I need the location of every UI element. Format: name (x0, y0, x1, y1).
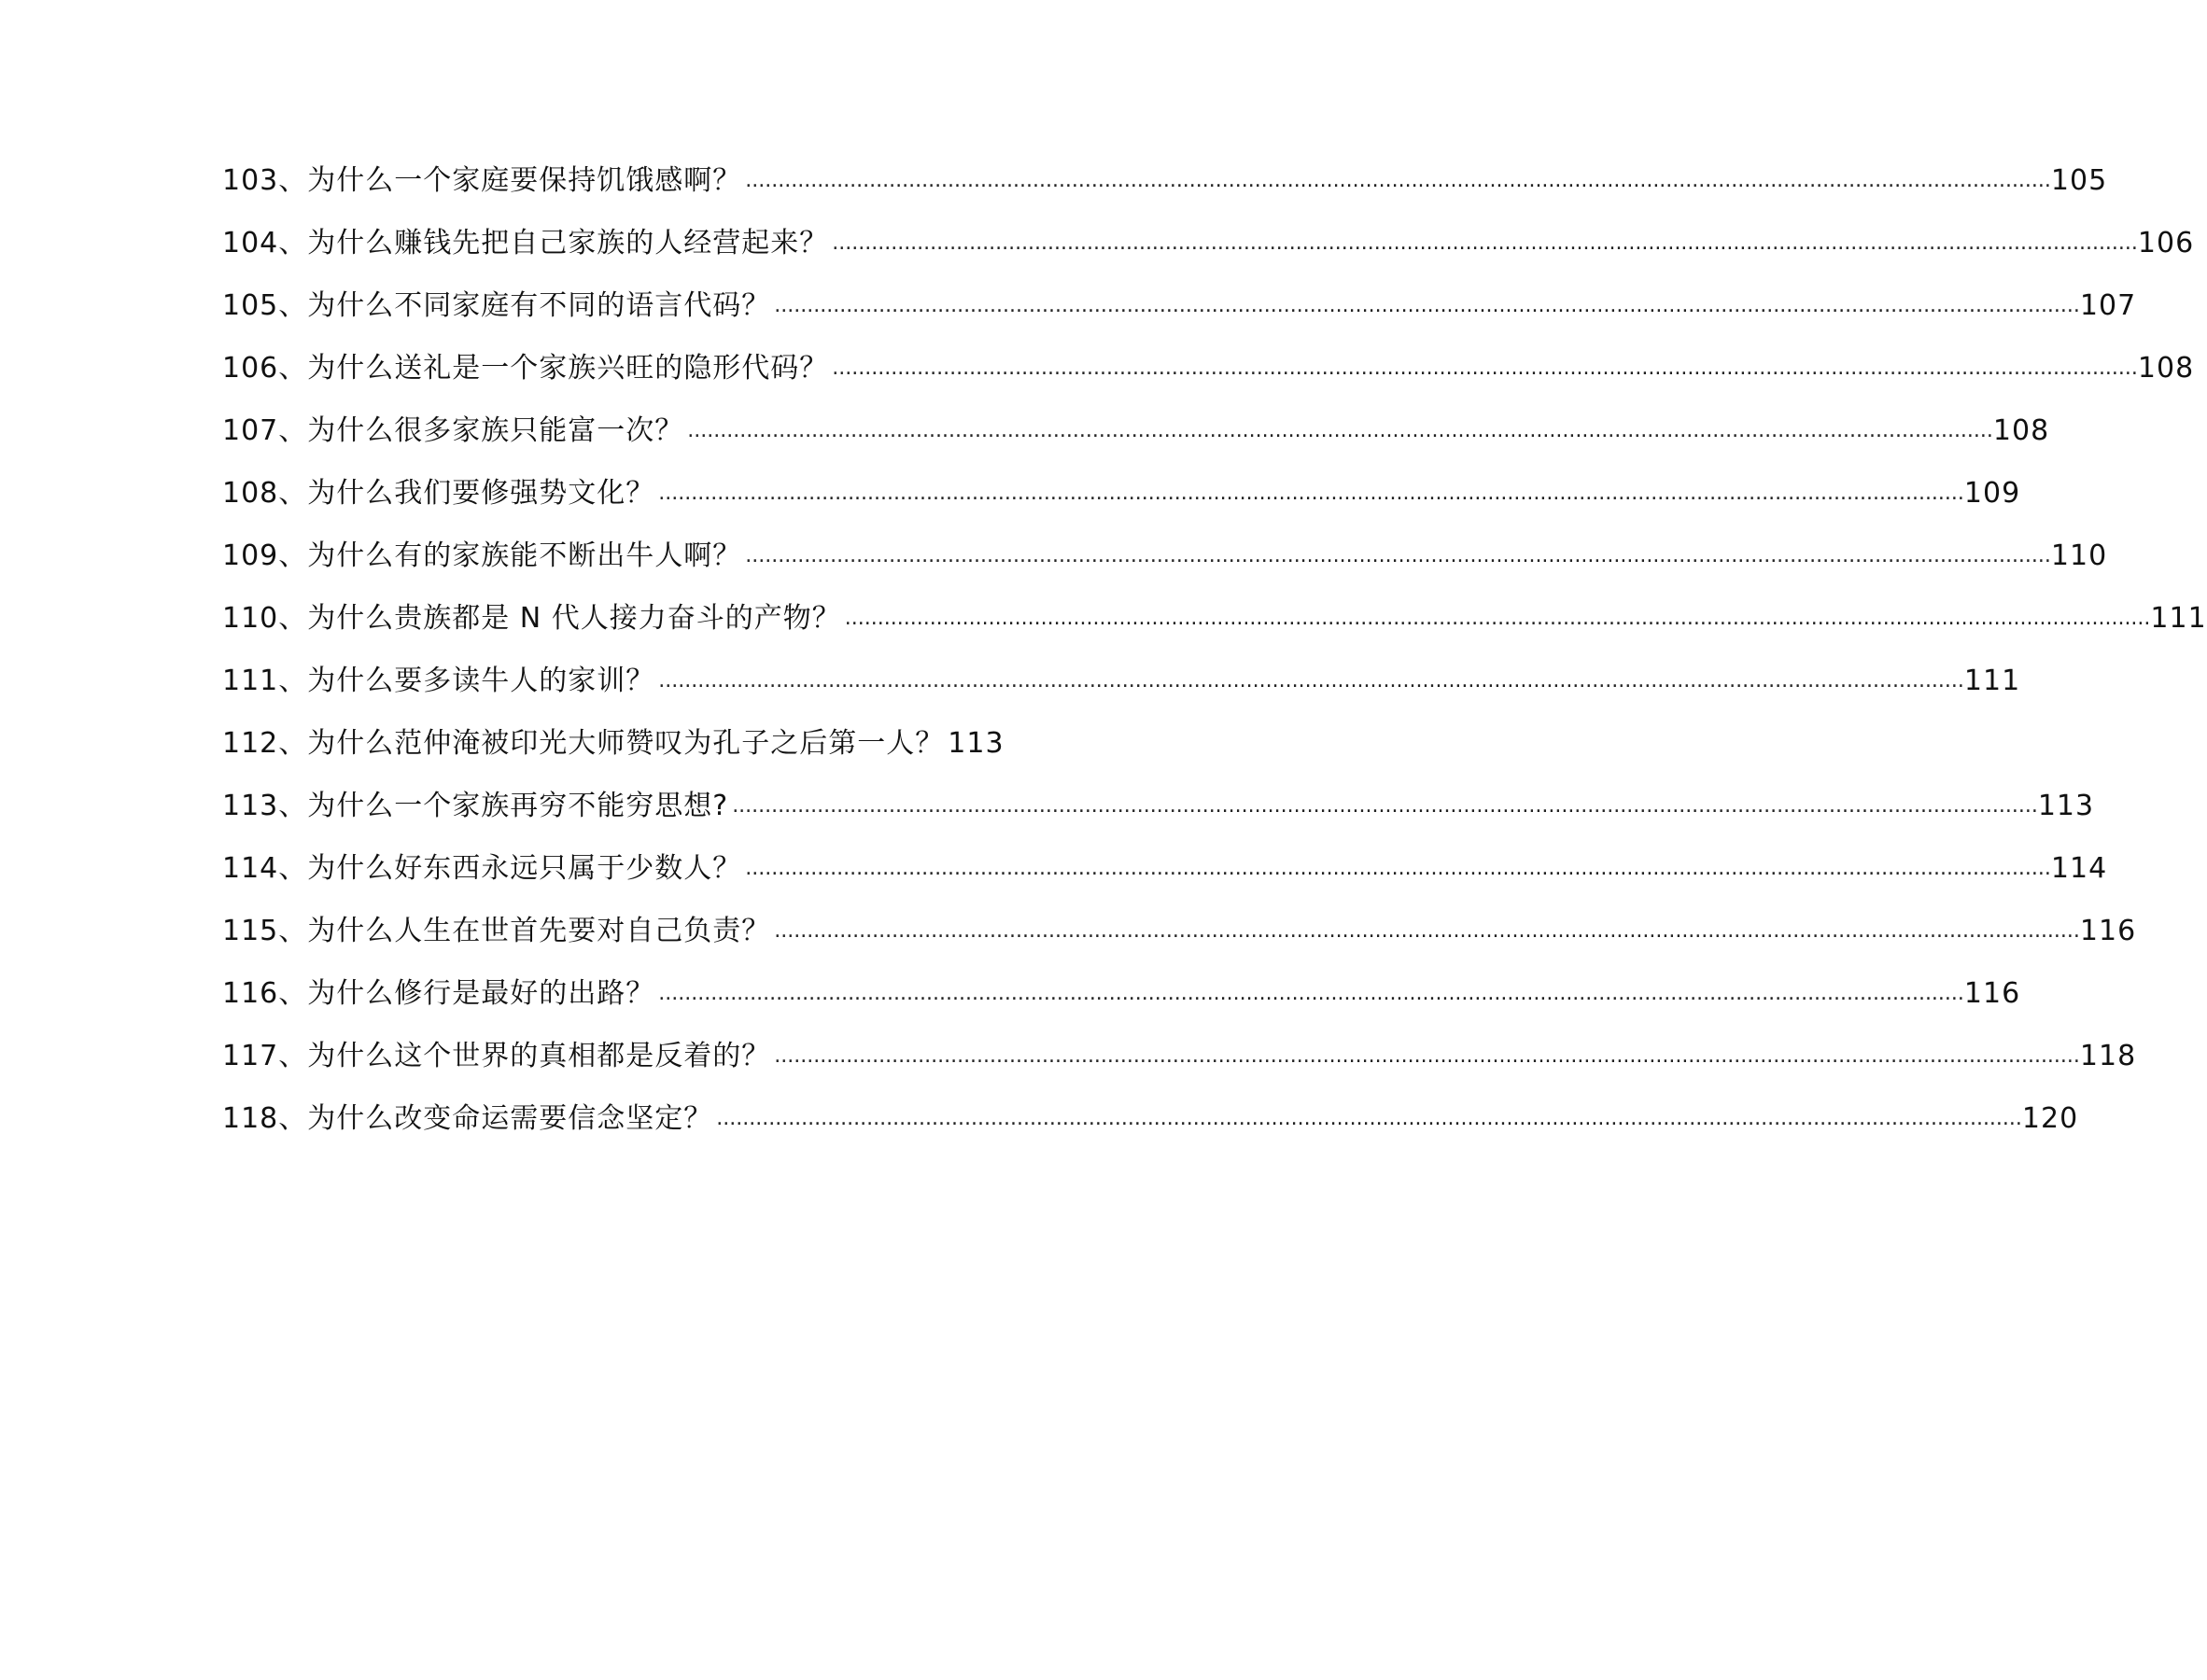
toc-entry-page: 118 (2079, 1039, 2137, 1072)
toc-entry-title: 115、为什么人生在世首先要对自己负责？ (222, 914, 771, 947)
toc-entry-title: 106、为什么送礼是一个家族兴旺的隐形代码？ (222, 351, 829, 385)
toc-entry-page: 105 (2050, 163, 2108, 197)
toc-entry-page: 116 (2079, 914, 2137, 947)
toc-entry (222, 462, 2021, 525)
toc-entry-page: 110 (2050, 539, 2108, 572)
toc-leader-dots: ........................................................................................................................................................................................................ (745, 543, 2051, 567)
toc-entry-page: 108 (1992, 413, 2050, 447)
toc-entry (222, 900, 2137, 962)
toc-leader-dots: ........................................................................................................................................................................................................ (774, 1043, 2080, 1068)
toc-entry-title: 108、为什么我们要修强势文化？ (222, 476, 655, 510)
toc-entry-page: 108 (2137, 351, 2195, 385)
toc-entry (222, 212, 2195, 274)
toc-entry-title: 107、为什么很多家族只能富一次？ (222, 413, 684, 447)
toc-entry-title: 116、为什么修行是最好的出路？ (222, 976, 655, 1010)
toc-entry (222, 149, 2108, 212)
toc-entry-page: 113 (2037, 789, 2095, 822)
toc-entry (222, 525, 2108, 587)
toc-entry (222, 1025, 2137, 1087)
toc-entry-title: 112、为什么范仲淹被印光大师赞叹为孔子之后第一人？ (222, 726, 945, 760)
toc-entry-title: 105、为什么不同家庭有不同的语言代码？ (222, 288, 771, 322)
toc-leader-dots: ........................................................................................................................................................................................................ (832, 356, 2138, 380)
toc-entry-page: 116 (1963, 976, 2021, 1010)
toc-leader-dots: ........................................................................................................................................................................................................ (716, 1106, 2022, 1130)
toc-leader-dots: ........................................................................................................................................................................................................ (732, 793, 2038, 818)
toc-leader-dots: ........................................................................................................................................................................................................ (745, 856, 2051, 880)
toc-entry (222, 650, 2021, 712)
toc-leader-dots: ........................................................................................................................................................................................................ (774, 918, 2080, 943)
toc-leader-dots: ........................................................................................................................................................................................................ (774, 293, 2080, 317)
toc-leader-dots: ........................................................................................................................................................................................................ (658, 668, 1964, 693)
toc-entry (222, 587, 2207, 650)
toc-entry (222, 337, 2195, 399)
toc-leader-dots: ........................................................................................................................................................................................................ (745, 168, 2051, 192)
toc-entry-title: 103、为什么一个家庭要保持饥饿感啊？ (222, 163, 742, 197)
toc-leader-dots: ........................................................................................................................................................................................................ (658, 981, 1964, 1005)
toc-entry-page: 106 (2137, 226, 2195, 259)
toc-entry-page: 113 (948, 726, 1005, 760)
toc-entry (222, 1087, 2079, 1150)
toc-entry-title: 118、为什么改变命运需要信念坚定？ (222, 1101, 713, 1135)
toc-leader-dots: ........................................................................................................................................................................................................ (844, 606, 2151, 630)
toc-entry-page: 109 (1963, 476, 2021, 510)
toc-entry-title: 110、为什么贵族都是 N 代人接力奋斗的产物？ (222, 601, 841, 635)
toc-entry-page: 120 (2021, 1101, 2079, 1135)
toc-entry (222, 274, 2137, 337)
toc-entry (222, 837, 2108, 900)
toc-entry-title: 109、为什么有的家族能不断出牛人啊？ (222, 539, 742, 572)
toc-entry-title: 104、为什么赚钱先把自己家族的人经营起来？ (222, 226, 829, 259)
toc-entry-title: 113、为什么一个家族再穷不能穷思想? (222, 789, 729, 822)
toc-entry-title: 114、为什么好东西永远只属于少数人？ (222, 851, 742, 885)
toc-entry-page: 111 (1963, 664, 2021, 697)
toc-leader-dots: ........................................................................................................................................................................................................ (658, 481, 1964, 505)
toc-entry-page: 114 (2050, 851, 2108, 885)
toc-leader-dots: ........................................................................................................................................................................................................ (832, 231, 2138, 255)
table-of-contents (222, 149, 2207, 1150)
toc-leader-dots: ........................................................................................................................................................................................................ (687, 418, 1993, 442)
toc-entry (222, 775, 2095, 837)
toc-entry (222, 399, 2050, 462)
toc-entry-title: 117、为什么这个世界的真相都是反着的？ (222, 1039, 771, 1072)
toc-entry-page: 111 (2150, 601, 2207, 635)
toc-entry (222, 712, 1016, 775)
toc-entry-title: 111、为什么要多读牛人的家训？ (222, 664, 655, 697)
toc-entry (222, 962, 2021, 1025)
toc-entry-page: 107 (2079, 288, 2137, 322)
